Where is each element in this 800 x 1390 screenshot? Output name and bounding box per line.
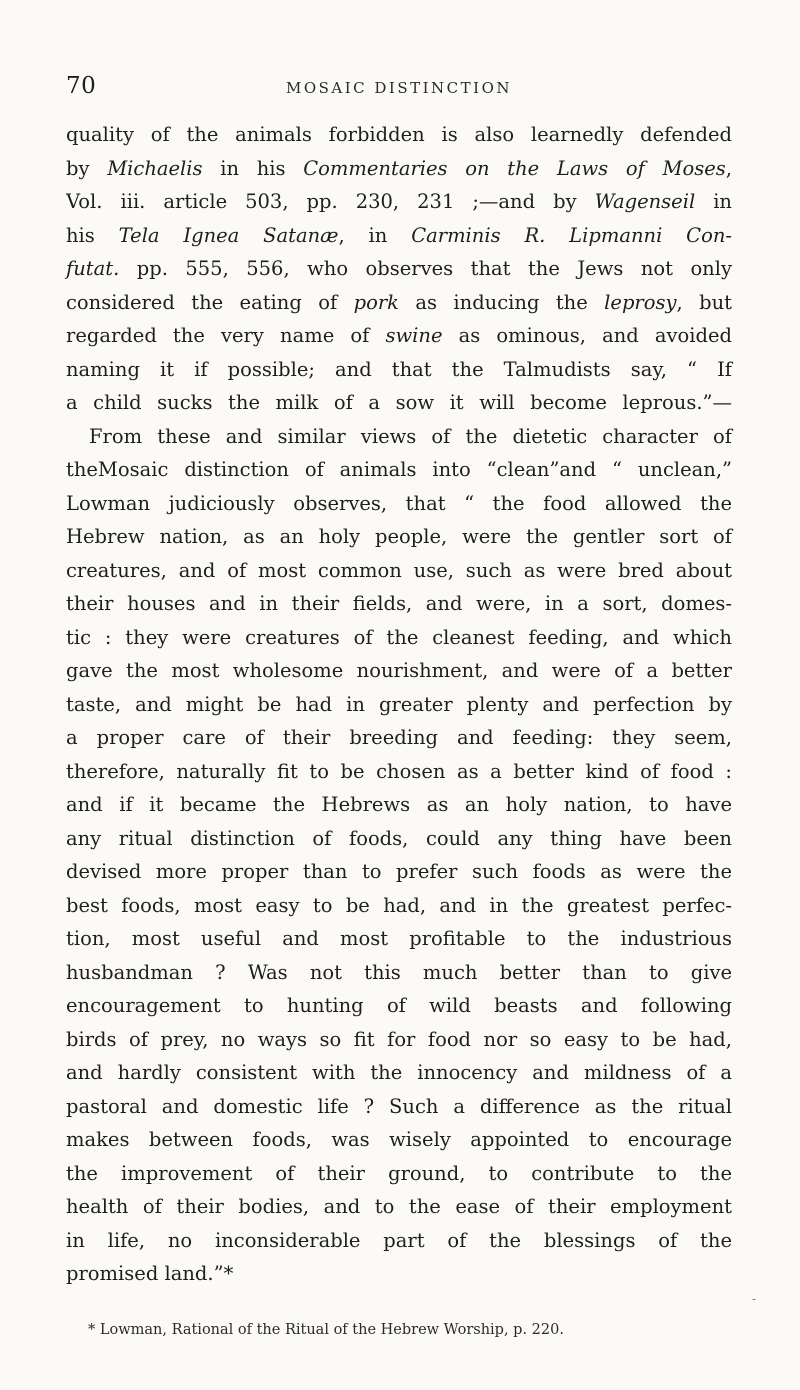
text-line: a proper care of their breeding and feeding: they seem, bbox=[66, 726, 732, 749]
text-line: their houses and in their fields, and were, in a sort, domes- bbox=[66, 592, 732, 615]
italic-span: futat. bbox=[66, 257, 120, 280]
text-line: pastoral and domestic life ? Such a difference as the ritual bbox=[66, 1094, 732, 1118]
margin-mark: - bbox=[752, 1292, 757, 1306]
page-number: 70 bbox=[66, 73, 97, 99]
text-line: encouragement to hunting of wild beasts and following bbox=[66, 994, 732, 1017]
text-line: the improvement of their ground, to contribute to the bbox=[66, 1161, 732, 1185]
text-line: devised more proper than to prefer such foods as were the bbox=[66, 860, 732, 883]
text-line: Vol. iii. article 503, pp. 230, 231 ;—and by Wagenseil in bbox=[66, 190, 732, 213]
text-line: tion, most useful and most profitable to the industrious bbox=[66, 927, 732, 950]
italic-span: swine bbox=[385, 324, 443, 347]
italic-span: Wagenseil bbox=[594, 190, 696, 213]
text-line: and if it became the Hebrews as an holy nation, to have bbox=[66, 793, 732, 816]
text-line: his Tela Ignea Satanæ, in Carminis R. Lipmanni Con- bbox=[66, 223, 732, 247]
text-line: regarded the very name of swine as ominous, and avoided bbox=[66, 324, 733, 347]
italic-span: pork bbox=[353, 290, 399, 314]
italic-span: Michaelis bbox=[107, 156, 203, 180]
footnote: * Lowman, Rational of the Ritual of the Hebrew Worship, p. 220. bbox=[88, 1322, 564, 1338]
text-line: makes between foods, was wisely appointed to encourage bbox=[66, 1128, 732, 1151]
text-line: and hardly consistent with the innocency and mildness of a bbox=[66, 1061, 732, 1084]
text-line: health of their bodies, and to the ease of their employment bbox=[66, 1195, 732, 1218]
text-line: any ritual distinction of foods, could any thing have been bbox=[66, 826, 732, 850]
text-line: tic : they were creatures of the cleanest feeding, and which bbox=[66, 625, 732, 649]
text-line: futat. pp. 555, 556, who observes that the Jews not only bbox=[66, 257, 732, 280]
text-line: by Michaelis in his Commentaries on the Laws of Moses, bbox=[66, 156, 732, 180]
text-line: theMosaic distinction of animals into “clean”and “ unclean,” bbox=[66, 458, 732, 481]
italic-span: Commentaries on the Laws of Moses bbox=[303, 156, 726, 180]
text-line: therefore, naturally fit to be chosen as a better kind of food : bbox=[66, 759, 732, 783]
text-line: From these and similar views of the dietetic character of bbox=[89, 424, 732, 448]
body-text bbox=[66, 118, 732, 1291]
italic-span: leprosy bbox=[604, 290, 677, 314]
italic-span: Carminis R. Lipmanni Con- bbox=[411, 223, 732, 247]
text-line: best foods, most easy to be had, and in the greatest perfec- bbox=[66, 893, 732, 917]
text-line: creatures, and of most common use, such as were bred about bbox=[66, 558, 732, 582]
text-line: taste, and might be had in greater plenty and perfection by bbox=[66, 692, 732, 716]
text-line: in life, no inconsiderable part of the blessings of the bbox=[66, 1228, 732, 1252]
text-line: naming it if possible; and that the Talmudists say, “ If bbox=[66, 357, 732, 381]
text-line: husbandman ? Was not this much better than to give bbox=[66, 960, 732, 984]
text-line: promised land.”* bbox=[66, 1262, 234, 1285]
text-line: Hebrew nation, as an holy people, were the gentler sort of bbox=[66, 525, 732, 548]
page-header bbox=[66, 73, 732, 101]
text-line: quality of the animals forbidden is also learnedly defended bbox=[66, 123, 732, 146]
italic-span: Tela Ignea Satanæ bbox=[118, 223, 339, 247]
text-line: Lowman judiciously observes, that “ the food allowed the bbox=[66, 491, 732, 515]
text-line: gave the most wholesome nourishment, and were of a better bbox=[66, 659, 732, 682]
text-line: a child sucks the milk of a sow it will become leprous.”— bbox=[66, 391, 732, 414]
text-line: considered the eating of pork as inducing the leprosy, but bbox=[66, 290, 733, 314]
running-head: MOSAIC DISTINCTION bbox=[285, 79, 513, 97]
text-line: birds of prey, no ways so fit for food nor so easy to be had, bbox=[66, 1027, 732, 1051]
